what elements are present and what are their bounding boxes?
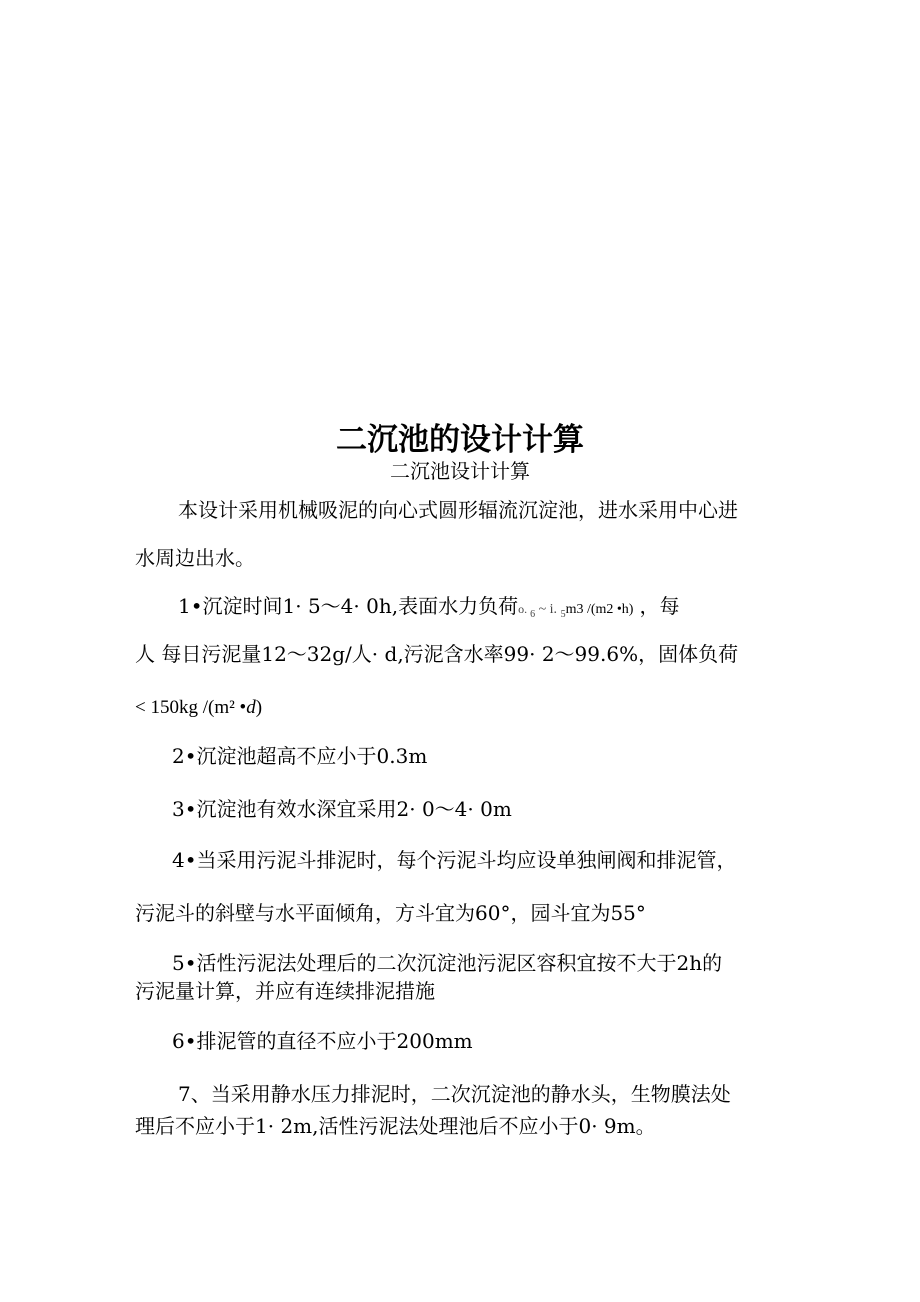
- text: < 150kg /(m² •: [135, 697, 247, 718]
- list-item-6: 6•排泥管的直径不应小于200mm: [172, 1029, 473, 1053]
- text: 1•沉淀时间1· 5〜4· 0h,表面水力负荷: [178, 594, 519, 618]
- list-item-3: 3•沉淀池有效水深宜采用2· 0〜4· 0m: [172, 797, 512, 821]
- paragraph-line: 理后不应小于1· 2m,活性污泥法处理池后不应小于0· 9m。: [135, 1114, 656, 1138]
- text: d: [246, 697, 256, 718]
- document-title: 二沉池的设计计算: [336, 422, 584, 458]
- paragraph-line: 本设计采用机械吸泥的向心式圆形辐流沉淀池，进水采用中心进: [178, 498, 738, 522]
- list-item-5: 5•活性污泥法处理后的二次沉淀池污泥区容积宜按不大于2h的: [172, 951, 723, 975]
- list-item-1-line: [178, 594, 679, 627]
- text: m3 /(m2 •h): [565, 602, 634, 617]
- paragraph-line: 人 每日污泥量12〜32g/人· d,污泥含水率99· 2〜99.6%，固体负荷: [135, 642, 739, 666]
- text: o.: [518, 602, 531, 616]
- list-item-2: 2•沉淀池超高不应小于0.3m: [172, 744, 428, 768]
- text: 5: [560, 609, 566, 620]
- paragraph-line: 水周边出水。: [135, 546, 255, 570]
- paragraph-line: 污泥量计算，并应有连续排泥措施: [135, 979, 435, 1003]
- text: 6: [530, 609, 536, 620]
- list-item-4: 4•当采用污泥斗排泥时，每个污泥斗均应设单独闸阀和排泥管，: [172, 848, 737, 872]
- text: ，每: [639, 594, 680, 618]
- document-subtitle: 二沉池设计计算: [390, 459, 530, 483]
- paragraph-line: 污泥斗的斜壁与水平面倾角，方斗宜为60°，园斗宜为55°: [135, 901, 646, 925]
- paragraph-line: [135, 696, 262, 720]
- text: ): [255, 697, 263, 718]
- text: ~ i.: [535, 602, 561, 617]
- list-item-7: 7、当采用静水压力排泥时，二次沉淀池的静水头，生物膜法处: [178, 1082, 731, 1106]
